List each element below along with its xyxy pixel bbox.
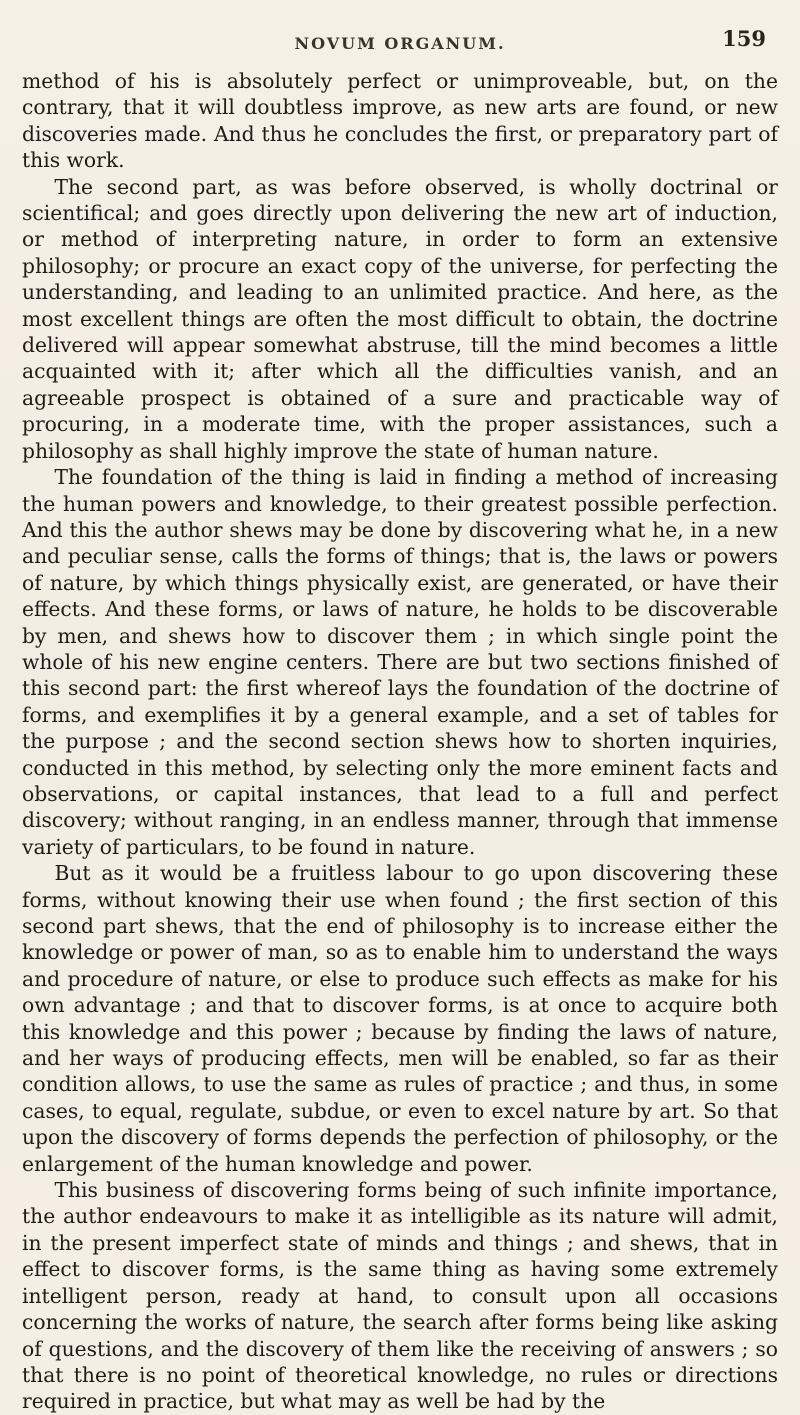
paragraph-4: But as it would be a fruitless labour to go upon discovering these forms, without knowing their use when found ; the first section of this second part shews, that the end of philosophy is to increase either the knowledge or power of man, so as to enable him to understand the ways and procedure of nature, or else to produce such effects as make for his own advantage ; and that to discover forms, is at once to acquire both this knowledge and this power ; because by finding the laws of nature, and her ways of producing effects, men will be enabled, so far as their condition allows, to use the same as rules of practice ; and thus, in some cases, to equal, regulate, subdue, or even to excel nature by art. So that upon the discovery of forms depends the perfection of philosophy, or the enlargement of the human knowledge and power. (22, 861, 778, 1176)
running-head: NOVUM ORGANUM. (294, 34, 506, 53)
page-header (0, 18, 800, 58)
paragraph-2: The second part, as was before observed, is wholly doctrinal or scientifical; and goes directly upon delivering the new art of induction, or method of interpreting nature, in order to form an extensive philosophy; or procure an exact copy of the universe, for perfecting the understanding, and leading to an unlimited practice. And here, as the most excellent things are often the most difficult to obtain, the doctrine delivered will appear somewhat abstruse, till the mind becomes a little acquainted with it; after which all the difficulties vanish, and an agreeable prospect is obtained of a sure and practicable way of procuring, in a moderate time, with the proper assistances, such a philosophy as shall highly improve the state of human nature. (22, 174, 778, 463)
page-number: 159 (722, 26, 766, 51)
body-text (22, 68, 778, 1415)
paragraph-1: method of his is absolutely perfect or unimproveable, but, on the contrary, that it will doubtless improve, as new arts are found, or new discoveries made. And thus he concludes the first, or preparatory part of this work. (22, 69, 778, 173)
paragraph-5: This business of discovering forms being of such infinite importance, the author endeavours to make it as intelligible as its nature will admit, in the present imperfect state of minds and things ; and shews, that in effect to discover forms, is the same thing as having some extremely intelligent person, ready at hand, to consult upon all occasions concerning the works of nature, the search after forms being like asking of questions, and the discovery of them like the receiving of answers ; so that there is no point of theoretical knowledge, no rules or directions required in practice, but what may as well be had by the (22, 1178, 778, 1414)
paragraph-3: The foundation of the thing is laid in finding a method of increasing the human powers and knowledge, to their greatest possible perfection. And this the author shews may be done by discovering what he, in a new and peculiar sense, calls the forms of things; that is, the laws or powers of nature, by which things physically exist, are generated, or have their effects. And these forms, or laws of nature, he holds to be discoverable by men, and shews how to discover them ; in which single point the whole of his new engine centers. There are but two sections finished of this second part: the first whereof lays the foundation of the doctrine of forms, and exemplifies it by a general example, and a set of tables for the purpose ; and the second section shews how to shorten inquiries, conducted in this method, by selecting only the more eminent facts and observations, or capital instances, that lead to a full and perfect discovery; without ranging, in an endless manner, through that immense variety of particulars, to be found in nature. (22, 465, 778, 859)
